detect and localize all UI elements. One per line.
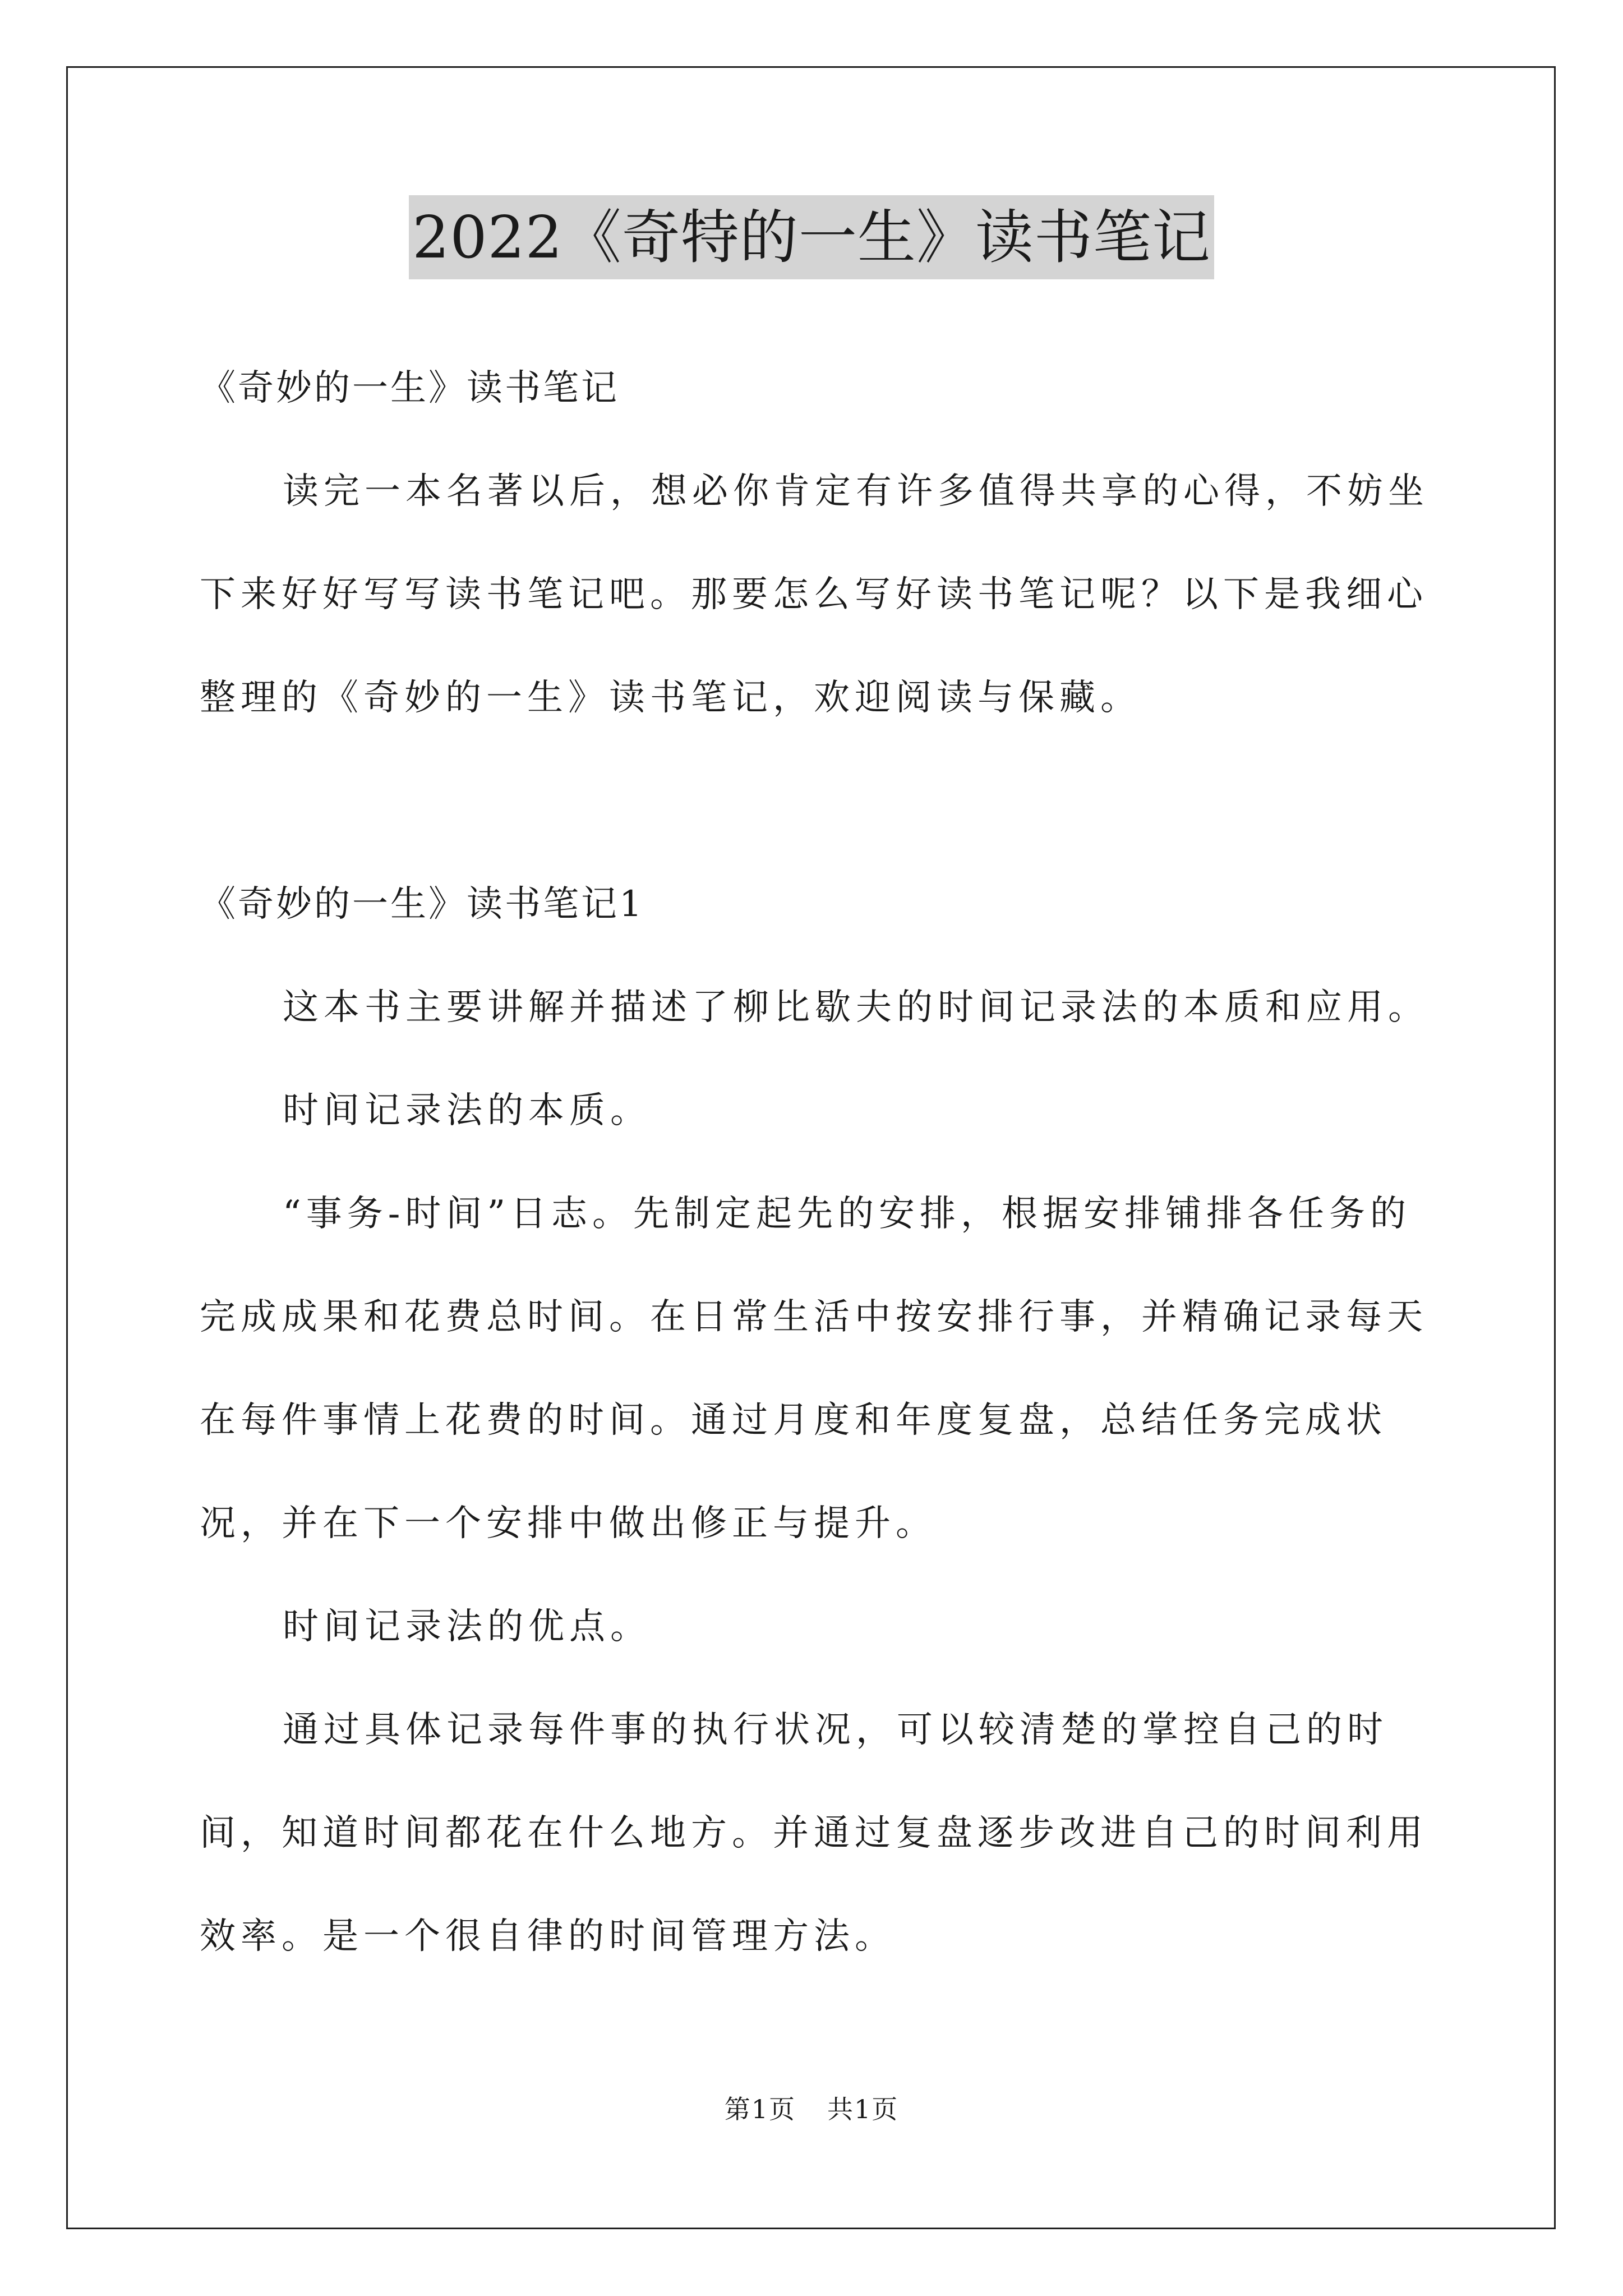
- body-paragraph: 时间记录法的优点。: [283, 1606, 651, 1648]
- page-number: 第1页: [724, 2094, 796, 2124]
- intro-heading: 《奇妙的一生》读书笔记: [200, 367, 619, 409]
- body-paragraph: 这本书主要讲解并描述了柳比歇夫的时间记录法的本质和应用。: [283, 987, 1429, 1028]
- body-paragraph: “事务-时间”日志。先制定起先的安排，根据安排铺排各任务的完成成果和花费总时间。在日常生活中按安排行事，并精确记录每天在每件事情上花费的时间。通过月度和年度复盘，总结任务完成状况，并在下一个安排中做出修正与提升。: [200, 1193, 1428, 1544]
- section-heading: 《奇妙的一生》读书笔记1: [200, 884, 644, 925]
- document-body: [200, 337, 1445, 1988]
- body-paragraph: 时间记录法的本质。: [283, 1090, 651, 1131]
- intro-paragraph: 读完一本名著以后，想必你肯定有许多值得共享的心得，不妨坐下来好好写写读书笔记吧。那要怎么写好读书笔记呢？以下是我细心整理的《奇妙的一生》读书笔记，欢迎阅读与保藏。: [200, 471, 1429, 719]
- page-footer: [0, 2092, 1623, 2126]
- body-paragraph: 通过具体记录每件事的执行状况，可以较清楚的掌控自己的时间，知道时间都花在什么地方。并通过复盘逐步改进自己的时间利用效率。是一个很自律的时间管理方法。: [200, 1709, 1428, 1957]
- section-spacer: [200, 749, 1445, 853]
- page-total: 共1页: [827, 2094, 899, 2124]
- title-wrap: [0, 195, 1623, 279]
- document-title: 2022《奇特的一生》读书笔记: [409, 195, 1214, 279]
